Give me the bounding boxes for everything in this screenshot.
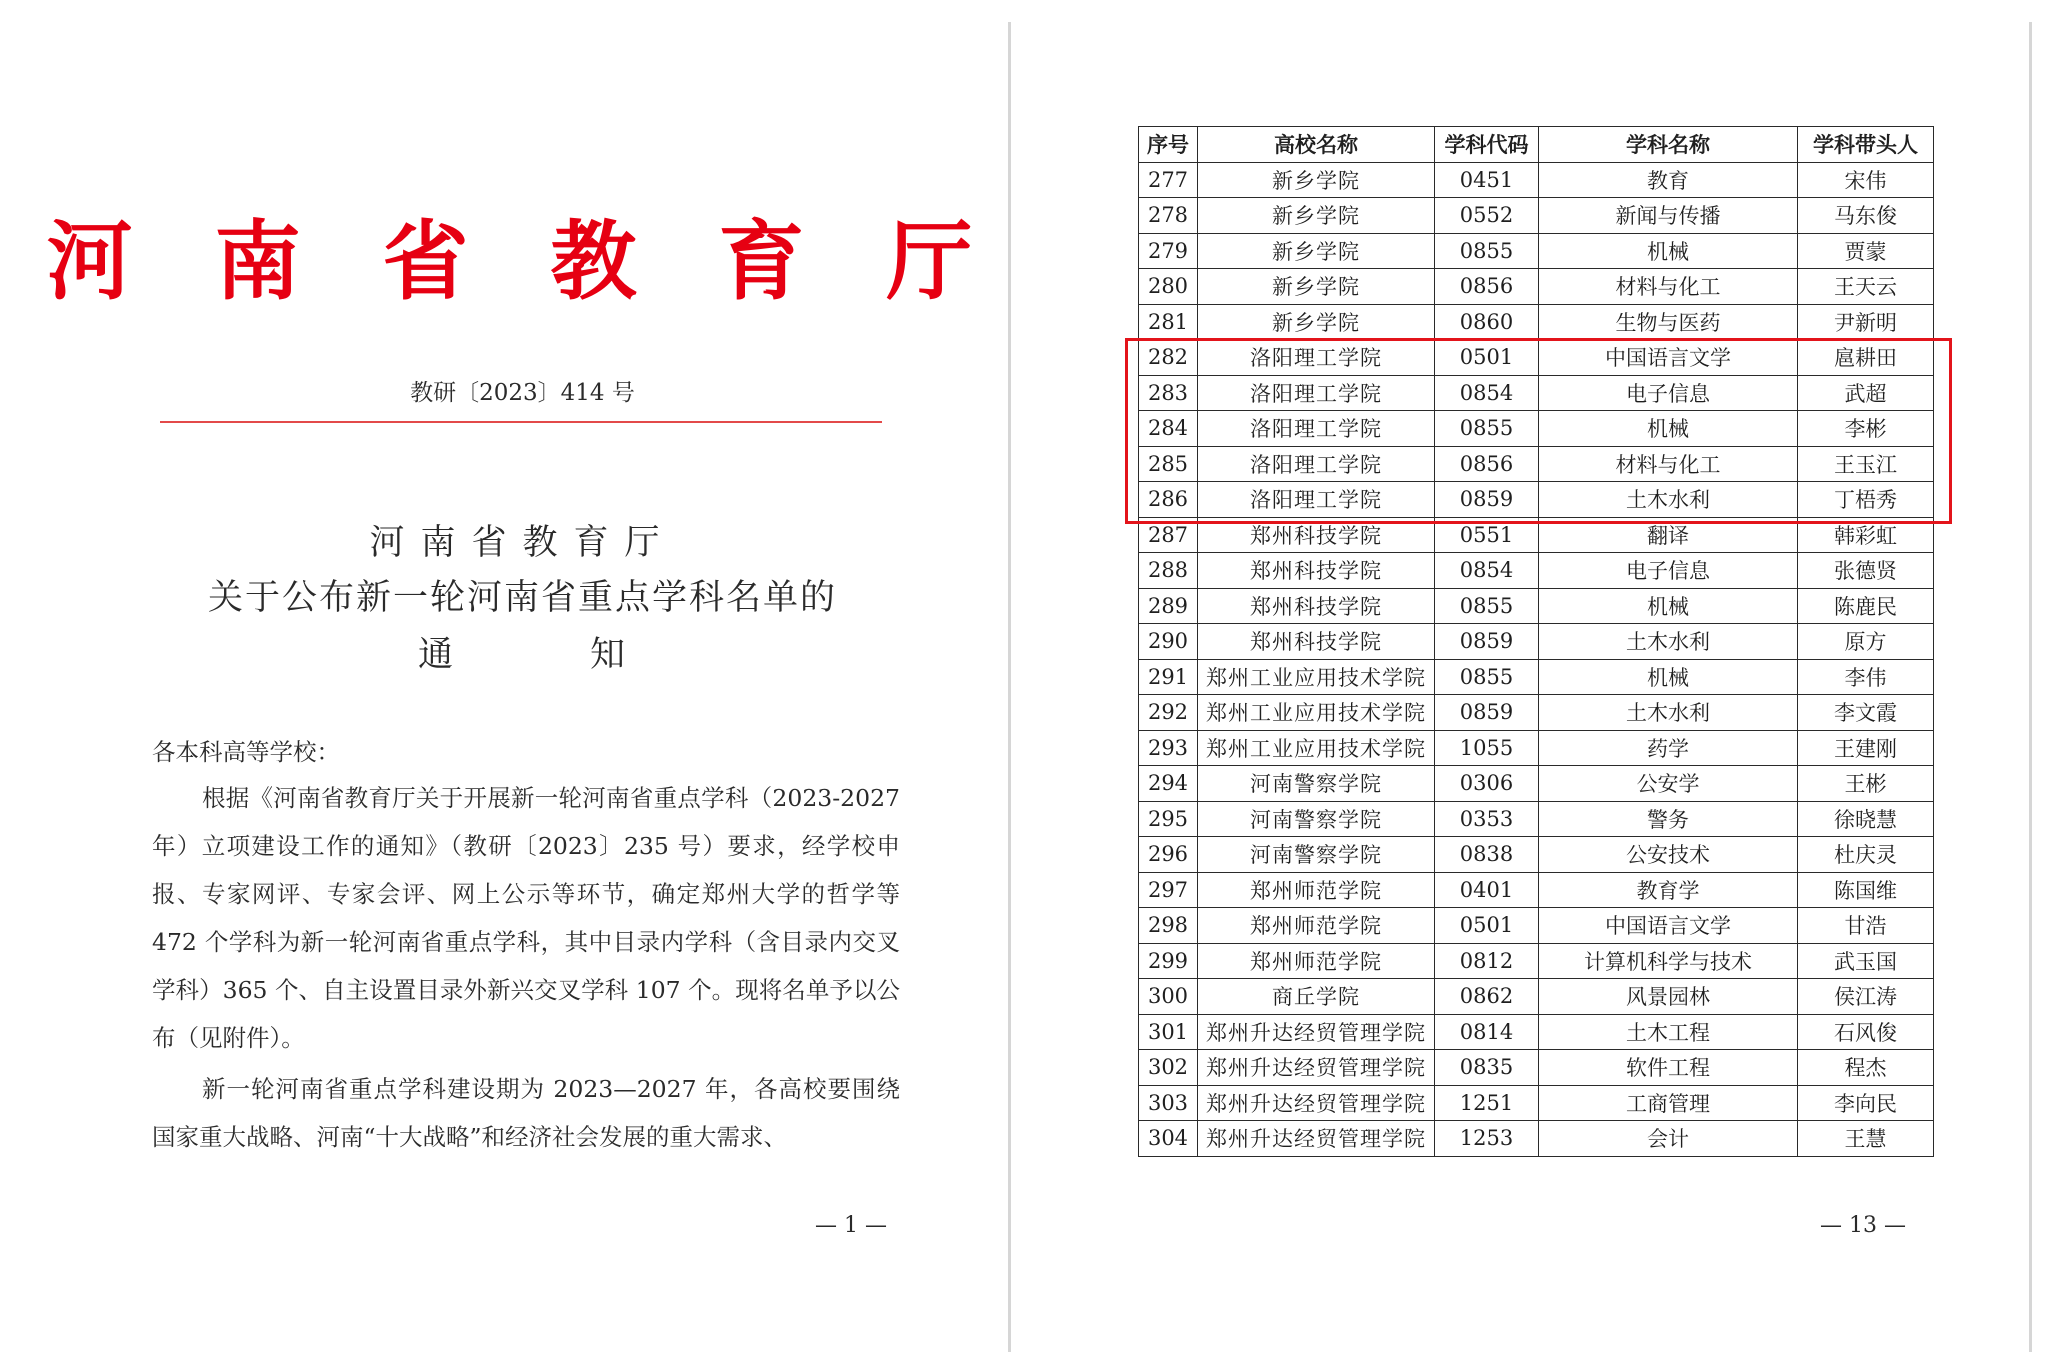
cell-discipline: 工商管理: [1539, 1085, 1798, 1121]
cell-index: 293: [1139, 730, 1198, 766]
cell-school: 河南警察学院: [1198, 837, 1435, 873]
cell-index: 301: [1139, 1014, 1198, 1050]
salutation: 各本科高等学校：: [152, 738, 340, 766]
table-row: [1139, 304, 1934, 340]
cell-school: 新乡学院: [1198, 233, 1435, 269]
red-divider-rule: [160, 421, 882, 423]
cell-leader: 扈耕田: [1798, 340, 1934, 376]
cell-code: 0552: [1435, 198, 1539, 234]
cell-index: 290: [1139, 624, 1198, 660]
discipline-table-wrapper: [1138, 126, 1934, 1157]
cell-leader: 李向民: [1798, 1085, 1934, 1121]
table-row: [1139, 1050, 1934, 1086]
cell-school: 洛阳理工学院: [1198, 446, 1435, 482]
cell-index: 285: [1139, 446, 1198, 482]
header-school: 高校名称: [1198, 127, 1435, 163]
notice-title-line3: [0, 627, 1045, 677]
cell-index: 280: [1139, 269, 1198, 305]
cell-discipline: 警务: [1539, 801, 1798, 837]
table-row: [1139, 659, 1934, 695]
cell-discipline: 生物与医药: [1539, 304, 1798, 340]
cell-code: 0401: [1435, 872, 1539, 908]
table-row: [1139, 872, 1934, 908]
header-index: 序号: [1139, 127, 1198, 163]
table-row: [1139, 908, 1934, 944]
cell-leader: 武超: [1798, 375, 1934, 411]
cell-code: 0859: [1435, 695, 1539, 731]
cell-leader: 王天云: [1798, 269, 1934, 305]
cell-index: 284: [1139, 411, 1198, 447]
table-row: [1139, 1121, 1934, 1157]
cell-discipline: 会计: [1539, 1121, 1798, 1157]
cell-leader: 马东俊: [1798, 198, 1934, 234]
cell-code: 0551: [1435, 517, 1539, 553]
cell-leader: 张德贤: [1798, 553, 1934, 589]
cell-index: 282: [1139, 340, 1198, 376]
cell-index: 302: [1139, 1050, 1198, 1086]
cell-leader: 李彬: [1798, 411, 1934, 447]
cell-leader: 李伟: [1798, 659, 1934, 695]
table-row: [1139, 979, 1934, 1015]
cell-school: 郑州师范学院: [1198, 872, 1435, 908]
cell-index: 291: [1139, 659, 1198, 695]
table-row: [1139, 695, 1934, 731]
cell-code: 0856: [1435, 446, 1539, 482]
cell-code: 0838: [1435, 837, 1539, 873]
cell-school: 郑州工业应用技术学院: [1198, 730, 1435, 766]
cell-index: 303: [1139, 1085, 1198, 1121]
cell-code: 0855: [1435, 659, 1539, 695]
cell-school: 洛阳理工学院: [1198, 482, 1435, 518]
cell-discipline: 机械: [1539, 659, 1798, 695]
cell-leader: 丁梧秀: [1798, 482, 1934, 518]
header-code: 学科代码: [1435, 127, 1539, 163]
cell-code: 0859: [1435, 482, 1539, 518]
cell-index: 304: [1139, 1121, 1198, 1157]
cell-index: 299: [1139, 943, 1198, 979]
cell-school: 河南警察学院: [1198, 801, 1435, 837]
cell-index: 283: [1139, 375, 1198, 411]
cell-discipline: 风景园林: [1539, 979, 1798, 1015]
table-row: [1139, 233, 1934, 269]
cell-school: 郑州师范学院: [1198, 943, 1435, 979]
cell-index: 288: [1139, 553, 1198, 589]
cell-discipline: 新闻与传播: [1539, 198, 1798, 234]
cell-index: 296: [1139, 837, 1198, 873]
cell-index: 298: [1139, 908, 1198, 944]
cell-code: 1253: [1435, 1121, 1539, 1157]
cell-school: 郑州升达经贸管理学院: [1198, 1085, 1435, 1121]
cell-code: 0854: [1435, 375, 1539, 411]
cell-school: 新乡学院: [1198, 269, 1435, 305]
cell-code: 0306: [1435, 766, 1539, 802]
cell-leader: 王玉江: [1798, 446, 1934, 482]
cell-code: 0860: [1435, 304, 1539, 340]
cell-school: 郑州科技学院: [1198, 517, 1435, 553]
cell-discipline: 教育学: [1539, 872, 1798, 908]
cell-discipline: 计算机科学与技术: [1539, 943, 1798, 979]
table-row: [1139, 198, 1934, 234]
cell-school: 郑州升达经贸管理学院: [1198, 1121, 1435, 1157]
cell-leader: 李文霞: [1798, 695, 1934, 731]
cell-school: 郑州工业应用技术学院: [1198, 659, 1435, 695]
table-row: [1139, 1014, 1934, 1050]
table-row: [1139, 553, 1934, 589]
cell-leader: 贾蒙: [1798, 233, 1934, 269]
cell-school: 郑州科技学院: [1198, 624, 1435, 660]
cell-school: 新乡学院: [1198, 304, 1435, 340]
cell-code: 0859: [1435, 624, 1539, 660]
cell-discipline: 材料与化工: [1539, 446, 1798, 482]
notice-title-line2: 关于公布新一轮河南省重点学科名单的: [207, 578, 837, 618]
cell-discipline: 教育: [1539, 162, 1798, 198]
cell-index: 279: [1139, 233, 1198, 269]
cell-index: 294: [1139, 766, 1198, 802]
cell-leader: 武玉国: [1798, 943, 1934, 979]
table-row: [1139, 766, 1934, 802]
cell-code: 0856: [1435, 269, 1539, 305]
body-paragraph-2: 新一轮河南省重点学科建设期为 2023—2027 年，各高校要围绕国家重大战略、河南“十大战略”和经济社会发展的重大需求、: [152, 1075, 900, 1151]
table-row: [1139, 588, 1934, 624]
cell-school: 洛阳理工学院: [1198, 411, 1435, 447]
cell-school: 郑州科技学院: [1198, 588, 1435, 624]
cell-code: 0812: [1435, 943, 1539, 979]
table-row: [1139, 730, 1934, 766]
cell-school: 郑州升达经贸管理学院: [1198, 1014, 1435, 1050]
cell-discipline: 药学: [1539, 730, 1798, 766]
table-row: [1139, 162, 1934, 198]
cell-school: 郑州师范学院: [1198, 908, 1435, 944]
cell-leader: 杜庆灵: [1798, 837, 1934, 873]
cell-school: 洛阳理工学院: [1198, 375, 1435, 411]
notice-title-line1: 河南省教育厅: [369, 523, 676, 563]
cell-leader: 徐晓慧: [1798, 801, 1934, 837]
cell-school: 郑州升达经贸管理学院: [1198, 1050, 1435, 1086]
cell-leader: 韩彩虹: [1798, 517, 1934, 553]
cell-code: 1251: [1435, 1085, 1539, 1121]
header-discipline: 学科名称: [1539, 127, 1798, 163]
cell-index: 295: [1139, 801, 1198, 837]
page-number-right: — 13 —: [1820, 1213, 1906, 1238]
cell-code: 0855: [1435, 411, 1539, 447]
table-row: [1139, 1085, 1934, 1121]
cell-school: 郑州工业应用技术学院: [1198, 695, 1435, 731]
cell-school: 郑州科技学院: [1198, 553, 1435, 589]
cell-code: 0855: [1435, 588, 1539, 624]
table-row: [1139, 624, 1934, 660]
cell-discipline: 机械: [1539, 233, 1798, 269]
cell-discipline: 土木水利: [1539, 482, 1798, 518]
cell-leader: 甘浩: [1798, 908, 1934, 944]
discipline-table: [1138, 126, 1934, 1157]
cell-discipline: 机械: [1539, 411, 1798, 447]
cell-index: 300: [1139, 979, 1198, 1015]
cell-discipline: 电子信息: [1539, 375, 1798, 411]
body-paragraph-1: 根据《河南省教育厅关于开展新一轮河南省重点学科（2023-2027 年）立项建设工作的通知》（教研〔2023〕235 号）要求，经学校申报、专家网评、专家会评、网上公示等环节，确定郑州大学的哲学等 472 个学科为新一轮河南省重点学科，其中目录内学科（含目录内交叉学科）365 个、自主设置目录外新兴交叉学科 107 个。现将名单予以公布（见附件）。: [152, 784, 900, 1052]
cell-leader: 王彬: [1798, 766, 1934, 802]
cell-leader: 王慧: [1798, 1121, 1934, 1157]
cell-school: 新乡学院: [1198, 162, 1435, 198]
table-row: [1139, 837, 1934, 873]
cell-discipline: 软件工程: [1539, 1050, 1798, 1086]
cell-index: 277: [1139, 162, 1198, 198]
cell-leader: 侯江涛: [1798, 979, 1934, 1015]
cell-code: 0862: [1435, 979, 1539, 1015]
highlight-box: [1125, 338, 1952, 524]
table-header-row: [1139, 127, 1934, 163]
cell-discipline: 翻译: [1539, 517, 1798, 553]
table-row: [1139, 801, 1934, 837]
cell-school: 洛阳理工学院: [1198, 340, 1435, 376]
cell-code: 0501: [1435, 340, 1539, 376]
cell-code: 0501: [1435, 908, 1539, 944]
table-row: [1139, 269, 1934, 305]
cell-code: 0814: [1435, 1014, 1539, 1050]
cell-discipline: 公安学: [1539, 766, 1798, 802]
agency-title: 河 南 省 教 育 厅: [46, 211, 999, 312]
cell-leader: 尹新明: [1798, 304, 1934, 340]
table-row: [1139, 943, 1934, 979]
cell-school: 商丘学院: [1198, 979, 1435, 1015]
cell-discipline: 中国语言文学: [1539, 340, 1798, 376]
page-number-left: — 1 —: [815, 1213, 887, 1238]
cell-school: 新乡学院: [1198, 198, 1435, 234]
header-leader: 学科带头人: [1798, 127, 1934, 163]
cell-index: 292: [1139, 695, 1198, 731]
cell-leader: 陈鹿民: [1798, 588, 1934, 624]
page-edge: [2029, 22, 2032, 1352]
cell-discipline: 中国语言文学: [1539, 908, 1798, 944]
cell-code: 0855: [1435, 233, 1539, 269]
notice-title-char-a: 通: [417, 635, 455, 675]
cell-leader: 原方: [1798, 624, 1934, 660]
cell-leader: 石风俊: [1798, 1014, 1934, 1050]
cell-school: 河南警察学院: [1198, 766, 1435, 802]
cell-discipline: 土木水利: [1539, 695, 1798, 731]
cell-leader: 宋伟: [1798, 162, 1934, 198]
cell-code: 1055: [1435, 730, 1539, 766]
cell-index: 287: [1139, 517, 1198, 553]
cell-discipline: 土木工程: [1539, 1014, 1798, 1050]
cell-discipline: 公安技术: [1539, 837, 1798, 873]
cell-code: 0451: [1435, 162, 1539, 198]
cell-code: 0854: [1435, 553, 1539, 589]
cell-discipline: 材料与化工: [1539, 269, 1798, 305]
cell-leader: 程杰: [1798, 1050, 1934, 1086]
cell-leader: 王建刚: [1798, 730, 1934, 766]
cell-discipline: 电子信息: [1539, 553, 1798, 589]
cell-index: 286: [1139, 482, 1198, 518]
page-divider: [1008, 22, 1011, 1352]
cell-code: 0835: [1435, 1050, 1539, 1086]
cell-index: 278: [1139, 198, 1198, 234]
table-body: [1139, 162, 1934, 1156]
cell-index: 289: [1139, 588, 1198, 624]
cell-discipline: 土木水利: [1539, 624, 1798, 660]
cell-leader: 陈国维: [1798, 872, 1934, 908]
notice-title-char-b: 知: [589, 635, 627, 675]
document-number: 教研〔2023〕414 号: [410, 380, 635, 406]
cell-index: 297: [1139, 872, 1198, 908]
cell-index: 281: [1139, 304, 1198, 340]
cell-code: 0353: [1435, 801, 1539, 837]
cell-discipline: 机械: [1539, 588, 1798, 624]
left-page: [0, 0, 1010, 1365]
